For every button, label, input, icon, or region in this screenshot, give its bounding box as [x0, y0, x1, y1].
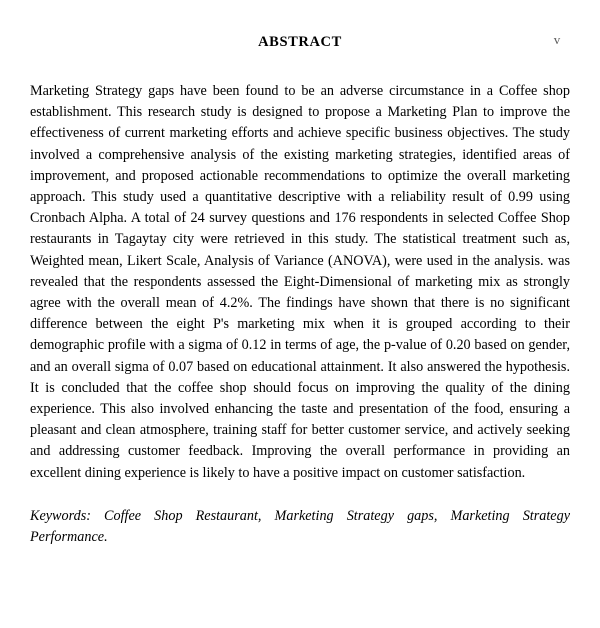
page-title: ABSTRACT	[258, 34, 342, 50]
page-marker: v	[553, 34, 561, 46]
abstract-paragraph: Marketing Strategy gaps have been found to be an adverse circumstance in a Coffee shop establishment. This research study is designed to propose a Marketing Plan to improve the effectiveness of current marketing efforts and achieve specific business objectives. The study involved a comprehensive analysis of the existing marketing strategies, identified areas of improvement, and proposed actionable recommendations to optimize the overall marketing approach. This study used a quantitative descriptive with a reliability result of 0.99 using Cronbach Alpha. A total of 24 survey questions and 176 respondents in selected Coffee Shop restaurants in Tagaytay city were retrieved in this study. The statistical treatment such as, Weighted mean, Likert Scale, Analysis of Variance (ANOVA), were used in the analysis. was revealed that the respondents assessed the Eight-Dimensional of marketing mix as strongly agree with the overall mean of 4.2%. The findings have shown that there is no significant difference between the eight P's marketing mix when it is grouped according to their demographic profile with a sigma of 0.12 in terms of age, the p-value of 0.20 based on gender, and an overall sigma of 0.07 based on educational attainment. It also answered the hypothesis. It is concluded that the coffee shop should focus on improving the quality of the dining experience. This also involved enhancing the taste and presentation of the food, ensuring a pleasant and clean atmosphere, training staff for better customer service, and actively seeking and addressing customer feedback. Improving the overall performance in providing an excellent dining experience is likely to have a positive impact on customer satisfaction.	[30, 83, 570, 481]
document-page	[0, 34, 600, 628]
keywords-line: Keywords: Coffee Shop Restaurant, Marketing Strategy gaps, Marketing Strategy Performance.	[30, 507, 570, 546]
